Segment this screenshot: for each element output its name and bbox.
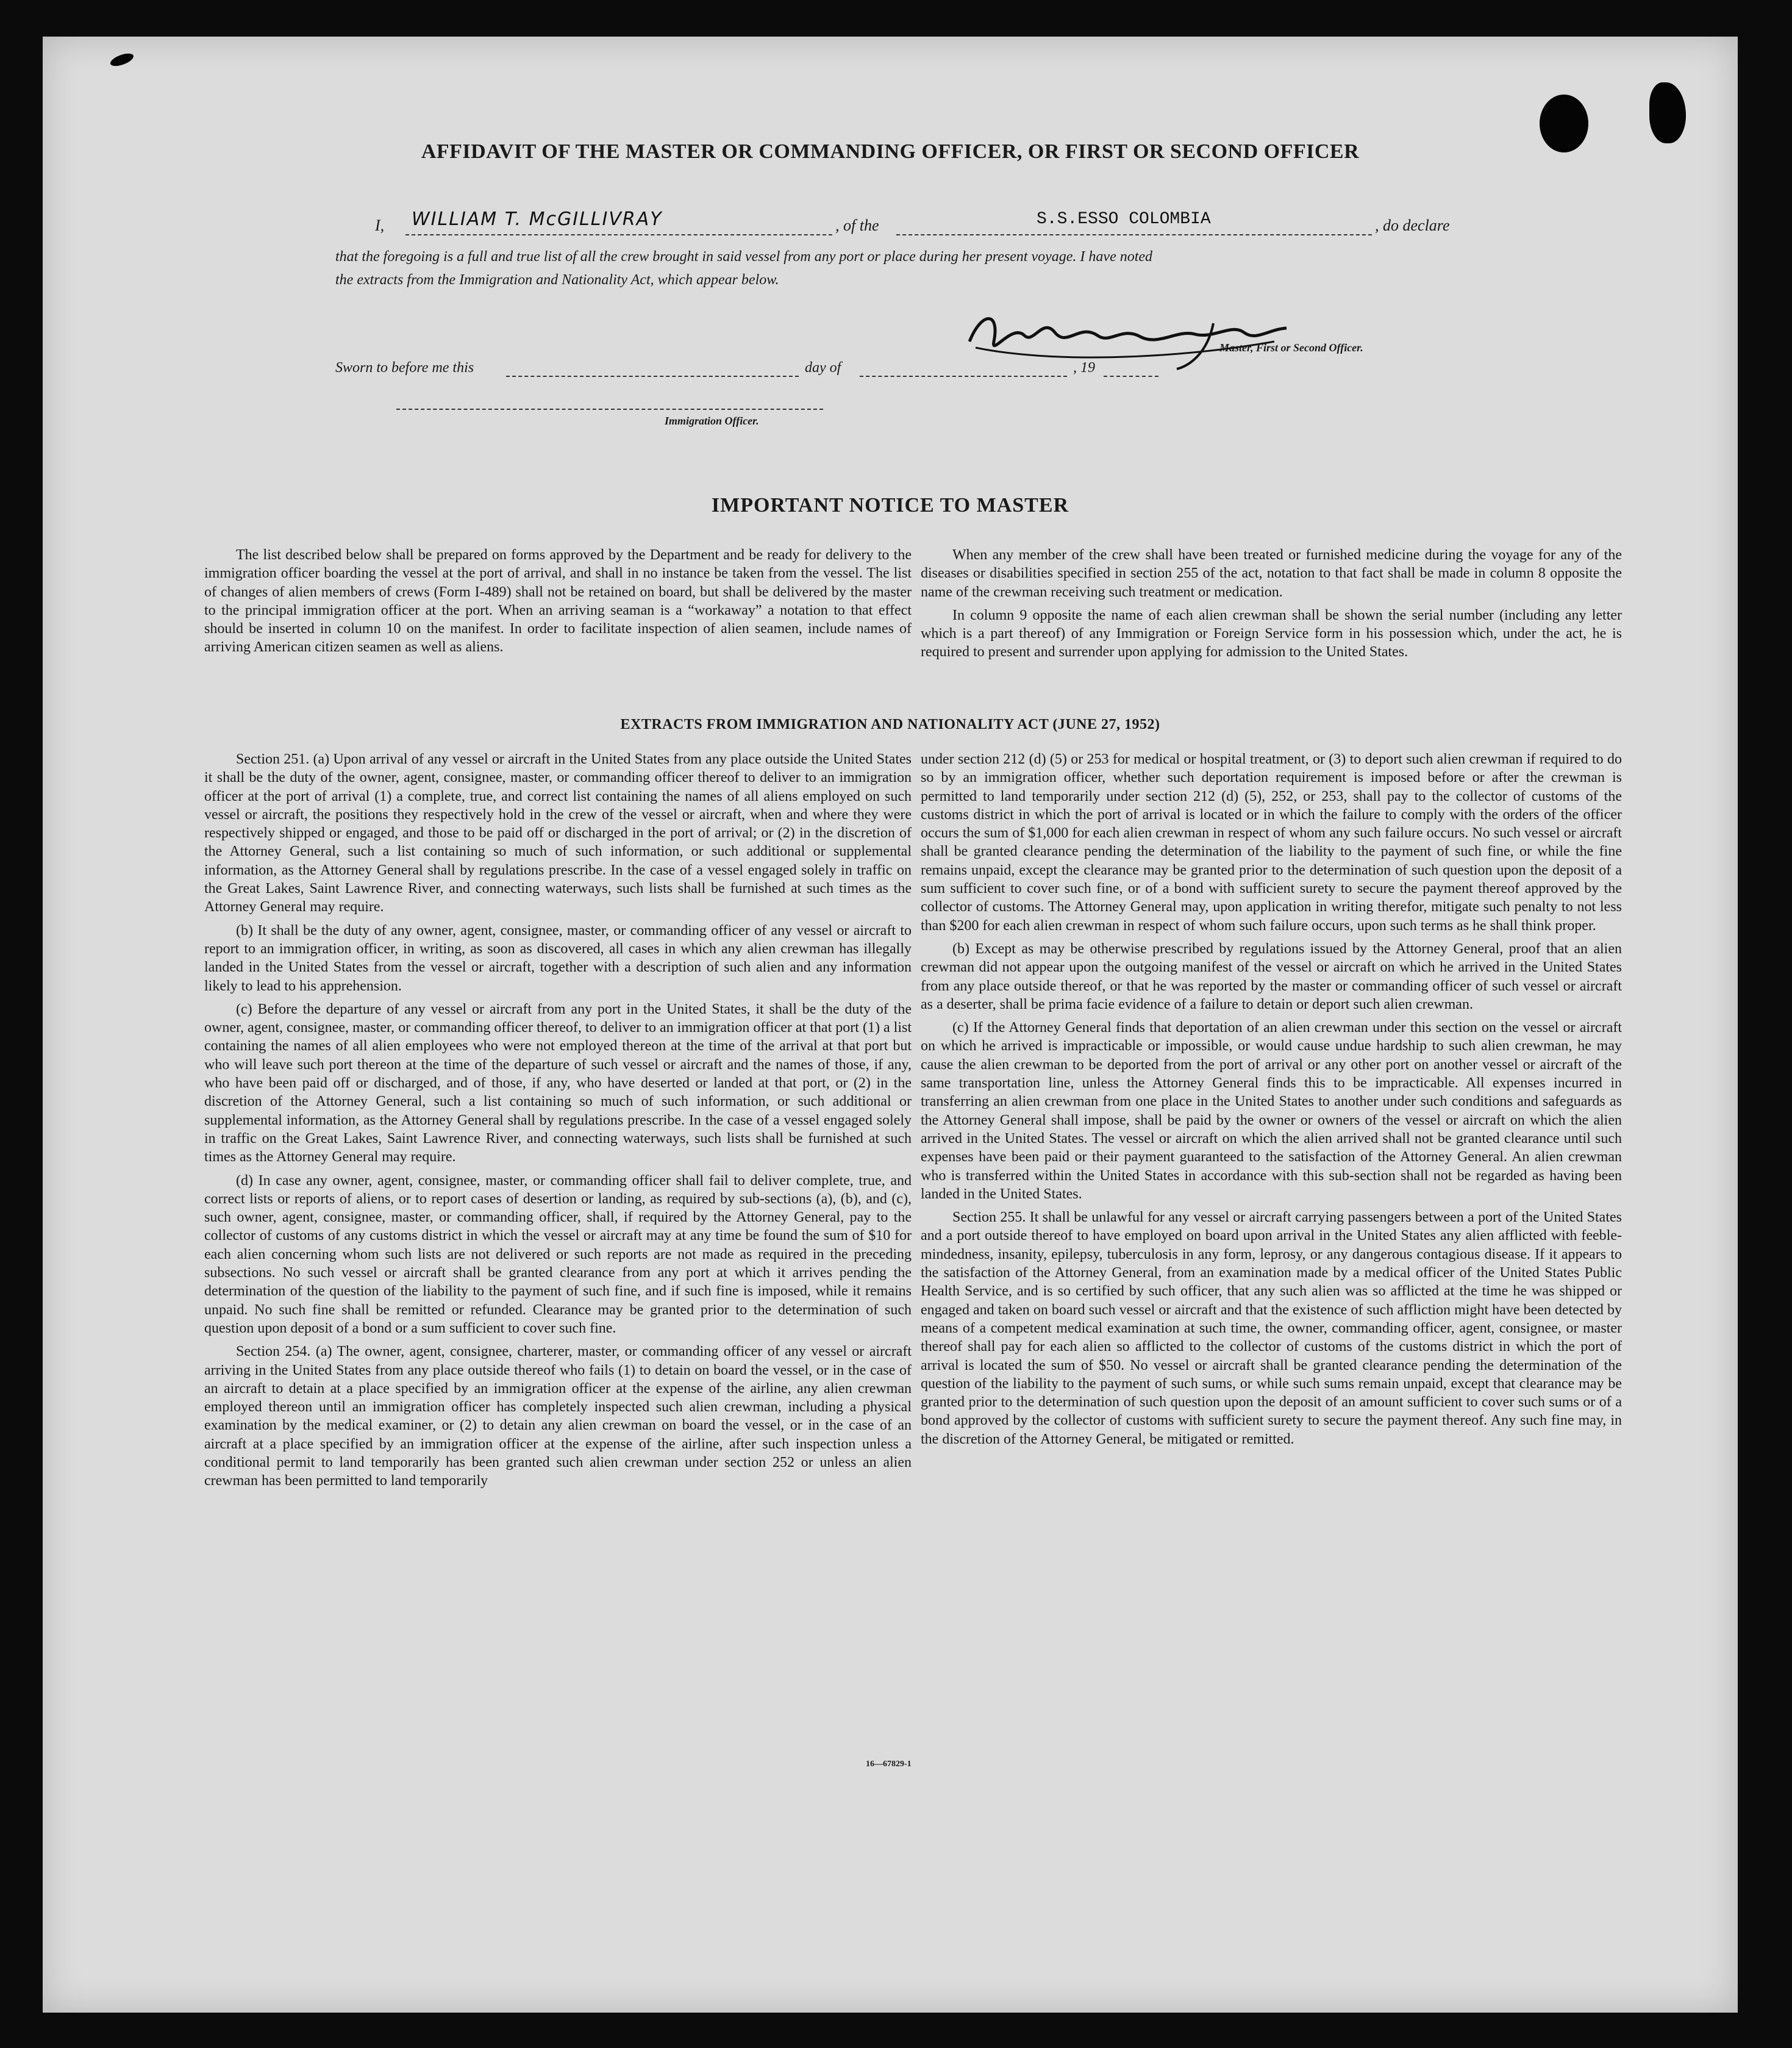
sworn-month-line xyxy=(860,355,1067,377)
extract-right-section-255: Section 255. It shall be unlawful for any vessel or aircraft carrying passengers between a port of the United States and a port outside thereof to have employed on board upon arrival in the United States any alien afflicted with feeble-mindedness, insanity, epilepsy, tuberculosis in any form, leprosy, or any dangerous contagious disease. If it appears to the satisfaction of the Attorney General, from an examination made by a medical officer of the United States Public Health Service, and is so certified by such officer, that any such alien was so afflicted at the time he was shipped or engaged and taken on board such vessel or aircraft and that the existence of such affliction might have been detected by means of a competent medical examination at such time, the owner, commanding officer, agent, consignee, or master thereof shall pay for each alien so afflicted to the collector of customs of the customs district in which the port of arrival is located the sum of $50. No vessel or aircraft shall be granted clearance pending the determination of the question of the liability to the payment of such sums, or while such sums remain unpaid, except that clearance may be granted prior to the determination of such question upon the deposit of an amount sufficient to cover such sums or of a bond approved by the collector of customs with sufficient surety to secure the payment thereof. Any such fine may, in the discretion of the Attorney General, be mitigated or remitted. xyxy=(921,1209,1622,1447)
extract-right-section-254b: (b) Except as may be otherwise prescribed by regulations issued by the Attorney General, proof that an alien crewman did not appear upon the outgoing manifest of the vessel or aircraft on which he arrived in the United States from any place outside thereof, or that he was reported by the master or commanding officer of such vessel or aircraft as a deserter, shall be prima facie evidence of a failure to detain or deport such alien crewman. xyxy=(921,940,1622,1012)
statement-line-1: that the foregoing is a full and true list of all the crew brought in said vessel from any port or place during her present voyage. I have noted xyxy=(335,249,1153,265)
immigration-officer-caption: Immigration Officer. xyxy=(665,415,759,427)
extract-left-section-251d: (d) In case any owner, agent, consignee, master, or commanding officer shall fail to deliver complete, true, and correct lists or reports of aliens, or to report cases of desertion or landing, as required by sub-sections (a), (b), and (c), such owner, agent, consignee, master, or commanding officer, shall, if required by the Attorney General, pay to the collector of customs of any customs district in which the vessel or aircraft may at any time be found the sum of $10 for each alien concerning whom such lists are not delivered or such reports are not made as required in the preceding subsections. No such vessel or aircraft shall be granted clearance from any port at which it arrives pending the determination of the question of the liability to the payment of such fine, and if such fine is imposed, while it remains unpaid. No such fine shall be remitted or refunded. Clearance may be granted prior to the determination of such question upon deposit of a bond or a sum sufficient to cover such fine. xyxy=(204,1172,912,1336)
sworn-year-line xyxy=(1104,355,1158,377)
notice-left-paragraph: The list described below shall be prepared on forms approved by the Department and be ready for delivery to the immigration officer boarding the vessel at the port of arrival, and shall in no instance be taken from the vessel. The list of changes of alien members of crews (Form I-489) shall not be retained on board, but shall be delivered by the master to the principal immigration officer at the port. When an arriving seaman is a “workaway” a notation to that effect should be inserted in column 10 on the manifest. In order to facilitate inspection of alien seamen, include names of arriving American citizen seamen as well as aliens. xyxy=(204,547,912,656)
notice-right-column xyxy=(921,546,1622,667)
do-declare-label: , do declare xyxy=(1375,217,1450,234)
sworn-day-line xyxy=(506,355,799,377)
extract-left-section-251b: (b) It shall be the duty of any owner, agent, consignee, master, or commanding officer of any vessel or aircraft to report to an immigration officer, in writing, as soon as discovered, all cases in which any alien crewman has illegally landed in the United States from the vessel or aircraft, together with a description of such alien and any information likely to lead to his apprehension. xyxy=(204,922,912,994)
ink-blot-top-right-2 xyxy=(1649,82,1686,143)
year-label: , 19 xyxy=(1073,360,1095,376)
notice-heading: IMPORTANT NOTICE TO MASTER xyxy=(711,494,1069,517)
of-the-label: , of the xyxy=(835,217,879,234)
extracts-heading: EXTRACTS FROM IMMIGRATION AND NATIONALITY ACT (JUNE 27, 1952) xyxy=(620,717,1160,732)
extract-right-section-254c: (c) If the Attorney General finds that deportation of an alien crewman under this section on the vessel or aircraft on which he arrived is impracticable or impossible, or would cause undue hardship to such alien crewman, he may cause the alien crewman to be deported from the port of arrival or any other port on another vessel or aircraft of the same transportation line, unless the Attorney General finds this to be impracticable. All expenses incurred in transferring an alien crewman from one place in the United States to another under such conditions and safeguards as the Attorney General shall impose, shall be paid by the owner or owners of the vessel or aircraft on which the alien arrived in the United States. The vessel or aircraft on which the alien arrived shall not be granted clearance until such expenses have been paid or their payment guaranteed to the satisfaction of the Attorney General. An alien crewman who is transferred within the United States in accordance with this sub-section shall not be regarded as having been landed in the United States. xyxy=(921,1020,1622,1202)
sworn-label: Sworn to before me this xyxy=(335,360,474,376)
extract-left-section-251a: Section 251. (a) Upon arrival of any vessel or aircraft in the United States from any place outside the United States it shall be the duty of the owner, agent, consignee, master, or commanding officer thereof to deliver to an immigration officer at the port of arrival (1) a complete, true, and correct list containing the names of all aliens employed on such vessel or aircraft, the positions they respectively hold in the crew of the vessel or aircraft, when and where they were respectively shipped or engaged, and those to be paid off or discharged in the port of arrival; or (2) in the discretion of the Attorney General, such a list containing so much of such information, or such additional or supplemental information, as the Attorney General shall by regulations prescribe. In the case of a vessel engaged solely in traffic on the Great Lakes, Saint Lawrence River, and connecting waterways, such lists shall be furnished at such times as the Attorney General may require. xyxy=(204,751,912,915)
document-page xyxy=(43,37,1738,2013)
extracts-left-column xyxy=(204,750,912,1495)
vessel-name: S.S.ESSO COLOMBIA xyxy=(1037,210,1211,229)
i-label: I, xyxy=(375,217,385,234)
extract-left-section-251c: (c) Before the departure of any vessel or aircraft from any port in the United States, it shall be the duty of the owner, agent, consignee, master, or commanding officer thereof, to deliver to an immigration officer at that port (1) a list containing the names of all alien employees who were not employed thereon at the time of the arrival at that port but who will leave such port thereon at the time of the departure of such vessel or aircraft and the names of those, if any, who have been paid off or discharged, and of those, if any, who have deserted or landed at that port, or (2) in the discretion of the Attorney General, such a list containing so much of such information, or such additional or supplemental information, as the Attorney General shall by regulations prescribe. In the case of a vessel engaged solely in traffic on the Great Lakes, Saint Lawrence River, and connecting waterways, such lists shall be furnished at such times as the Attorney General may require. xyxy=(204,1001,912,1165)
extract-left-section-254a: Section 254. (a) The owner, agent, consignee, charterer, master, or commanding officer of any vessel or aircraft arriving in the United States from any place outside thereof who fails (1) to detain on board the vessel, or in the case of an aircraft to detain at a place specified by an immigration officer at the expense of the airline, any alien crewman employed thereon until an immigration officer has completely inspected such alien crewman, including a physical examination by the medical examiner, or (2) to detain any alien crewman on board the vessel, or in the case of an aircraft at a place specified by an immigration officer at the expense of the airline, after such inspection unless a conditional permit to land temporarily has been granted such alien crewman under section 252 or unless an alien crewman has been permitted to land temporarily xyxy=(204,1344,912,1489)
immigration-officer-line xyxy=(396,396,823,410)
notice-right-paragraph-1: When any member of the crew shall have been treated or furnished medicine during the voyage for any of the diseases or disabilities specified in section 255 of the act, notation to that fact shall be made in column 8 opposite the name of the crewman receiving such treatment or medication. xyxy=(921,547,1622,600)
ink-blot-top-left xyxy=(109,51,135,69)
form-code: 16—67829-1 xyxy=(866,1760,912,1769)
affidavit-title: AFFIDAVIT OF THE MASTER OR COMMANDING OFFICER, OR FIRST OR SECOND OFFICER xyxy=(421,140,1360,163)
master-name-handwritten: WILLIAM T. McGILLIVRAY xyxy=(412,209,663,230)
extracts-right-column xyxy=(921,750,1622,1453)
statement-line-2: the extracts from the Immigration and Nationality Act, which appear below. xyxy=(335,272,779,288)
notice-right-paragraph-2: In column 9 opposite the name of each alien crewman shall be shown the serial number (including any letter which is a part thereof) of any Immigration or Foreign Service form in his possession which, under the act, he is required to present and surrender upon applying for admission to the United States. xyxy=(921,607,1622,661)
extract-right-section-254a-cont: under section 212 (d) (5) or 253 for medical or hospital treatment, or (3) to deport such alien crewman if required to do so by an immigration officer, whether such deportation requirement is imposed before or after the crewman is permitted to land temporarily under section 212 (d) (5), 252, or 253, shall pay to the collector of customs of the customs district in which the port of arrival is located or in which the failure to comply with the orders of the officer occurs the sum of $1,000 for each alien crewman in respect of whom any such failure occurs. No such vessel or aircraft shall be granted clearance pending the determination of the liability to the payment of such fine, or while the fine remains unpaid, except the clearance may be granted prior to the determination of such question upon the deposit of a sum sufficient to cover such fine, or of a bond with sufficient surety to secure the payment thereof approved by the collector of customs. The Attorney General may, upon application in writing therefor, mitigate such penalty to not less than $200 for each alien crewman in respect of whom such failure occurs, upon such terms as he shall think proper. xyxy=(921,751,1622,934)
notice-left-column xyxy=(204,546,912,662)
day-of-label: day of xyxy=(805,360,841,376)
signature-caption: Master, First or Second Officer. xyxy=(1219,342,1363,354)
